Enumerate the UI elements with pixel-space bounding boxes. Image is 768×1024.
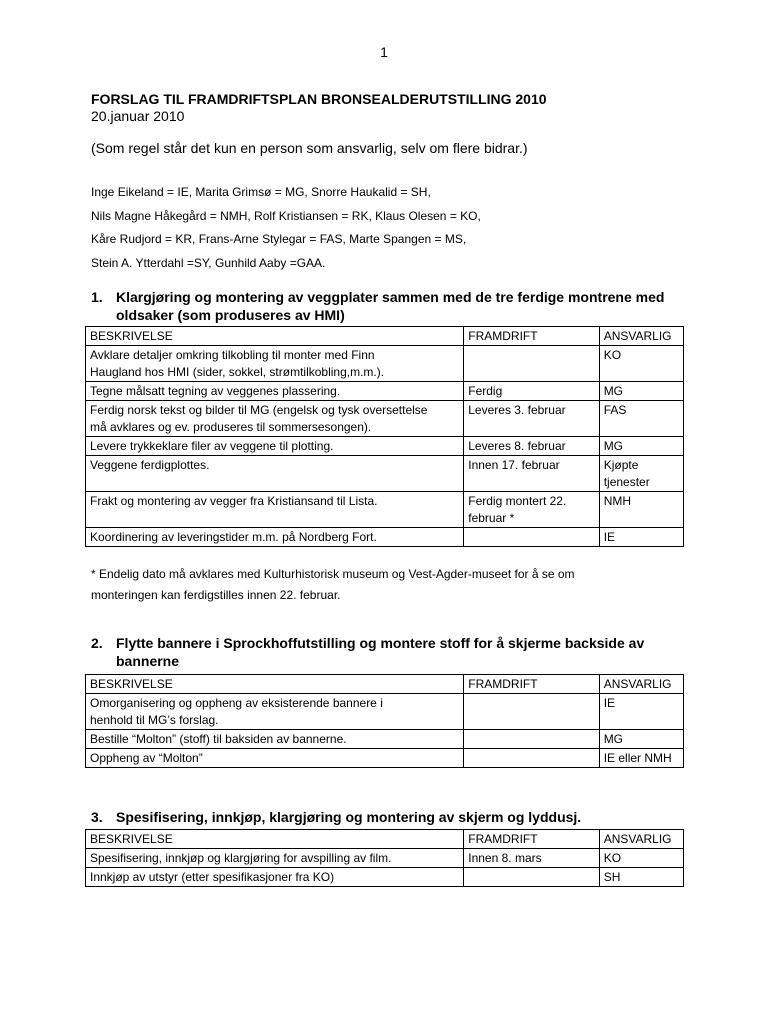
cell-text: Innen 8. mars — [468, 851, 542, 865]
cell-text: SH — [603, 870, 621, 884]
cell-text: Leveres 8. februar — [468, 439, 566, 453]
footnote-line: monteringen kan ferdigstilles innen 22. februar. — [91, 587, 341, 602]
people-line: Inge Eikeland = IE, Marita Grimsø = MG, Snorre Haukalid = SH, — [91, 185, 431, 199]
responsible-cell — [599, 401, 683, 437]
description-cell — [86, 749, 464, 768]
section-heading-text: bannerne — [116, 652, 180, 669]
cell-text: Veggene ferdigplottes. — [90, 458, 210, 472]
responsible-cell — [599, 730, 683, 749]
description-cell — [86, 868, 464, 887]
table-row — [86, 868, 684, 887]
cell-text: Koordinering av leveringstider m.m. på Nordberg Fort. — [90, 530, 377, 544]
description-cell — [86, 694, 464, 730]
cell-text: henhold til MG’s forslag. — [90, 713, 219, 727]
progress-cell — [464, 492, 599, 528]
header-description — [86, 327, 464, 346]
description-cell — [86, 528, 464, 547]
table-row — [86, 382, 684, 401]
cell-text: ANSVARLIG — [603, 329, 672, 343]
table-row — [86, 492, 684, 528]
cell-text: Innen 17. februar — [468, 458, 560, 472]
cell-text: BESKRIVELSE — [90, 677, 173, 691]
cell-text: Oppheng av “Molton” — [90, 751, 203, 765]
responsible-cell — [599, 456, 683, 492]
table-row — [86, 849, 684, 868]
table-row — [86, 346, 684, 382]
description-cell — [86, 437, 464, 456]
people-list — [91, 181, 481, 275]
header-description — [86, 830, 464, 849]
document-title: FORSLAG TIL FRAMDRIFTSPLAN BRONSEALDERUTSTILLING 2010 — [91, 91, 547, 107]
cell-text: IE eller NMH — [603, 751, 672, 765]
description-cell — [86, 849, 464, 868]
table-row — [86, 730, 684, 749]
cell-text: Ferdig norsk tekst og bilder til MG (engelsk og tysk oversettelse — [90, 403, 428, 417]
progress-cell — [464, 694, 599, 730]
cell-text: ANSVARLIG — [603, 677, 672, 691]
cell-text: NMH — [603, 494, 632, 508]
section-heading-text: oldsaker (som produseres av HMI) — [116, 306, 345, 323]
section-number: 1. — [91, 289, 103, 305]
cell-text: Kjøpte — [603, 458, 639, 472]
progress-cell — [464, 528, 599, 547]
section-2-table — [85, 674, 684, 768]
cell-text: FRAMDRIFT — [468, 677, 538, 691]
cell-text: KO — [603, 851, 622, 865]
cell-text: KO — [603, 348, 622, 362]
cell-text: Haugland hos HMI (sider, sokkel, strømtilkobling,m.m.). — [90, 365, 385, 379]
cell-text: Ferdig — [468, 384, 503, 398]
description-cell — [86, 346, 464, 382]
section-2-heading — [91, 635, 691, 670]
section-heading-text: Klargjøring og montering av veggplater sammen med de tre ferdige montrene med — [116, 289, 665, 305]
cell-text: Avklare detaljer omkring tilkobling til monter med Finn — [90, 348, 375, 362]
description-cell — [86, 456, 464, 492]
table-row — [86, 694, 684, 730]
responsible-cell — [599, 849, 683, 868]
cell-text: MG — [603, 439, 624, 453]
header-responsible — [599, 675, 683, 694]
description-cell — [86, 492, 464, 528]
header-progress — [464, 830, 599, 849]
footnote-line: * Endelig dato må avklares med Kulturhistorisk museum og Vest-Agder-museet for å se om — [91, 567, 575, 581]
header-responsible — [599, 327, 683, 346]
progress-cell — [464, 401, 599, 437]
cell-text: tjenester — [603, 475, 650, 489]
section-heading-text: Spesifisering, innkjøp, klargjøring og montering av skjerm og lyddusj. — [116, 809, 582, 825]
cell-text: MG — [603, 384, 624, 398]
section-3-heading — [91, 809, 691, 827]
header-progress — [464, 675, 599, 694]
responsible-cell — [599, 694, 683, 730]
progress-cell — [464, 730, 599, 749]
cell-text: IE — [603, 530, 616, 544]
responsible-cell — [599, 492, 683, 528]
cell-text: Levere trykkeklare filer av veggene til plotting. — [90, 439, 334, 453]
table-row — [86, 528, 684, 547]
header-responsible — [599, 830, 683, 849]
responsible-cell — [599, 346, 683, 382]
people-line: Kåre Rudjord = KR, Frans-Arne Stylegar = FAS, Marte Spangen = MS, — [91, 232, 467, 246]
cell-text: BESKRIVELSE — [90, 832, 173, 846]
responsible-cell — [599, 868, 683, 887]
cell-text: Bestille “Molton” (stoff) til baksiden av bannerne. — [90, 732, 347, 746]
cell-text: MG — [603, 732, 624, 746]
people-line: Stein A. Ytterdahl =SY, Gunhild Aaby =GAA. — [91, 255, 326, 270]
cell-text: Innkjøp av utstyr (etter spesifikasjoner fra KO) — [90, 870, 335, 884]
table-header-row — [86, 327, 684, 346]
progress-cell — [464, 437, 599, 456]
progress-cell — [464, 749, 599, 768]
header-description — [86, 675, 464, 694]
responsible-cell — [599, 749, 683, 768]
cell-text: FRAMDRIFT — [468, 329, 538, 343]
page-number: 1 — [380, 44, 388, 60]
section-heading-text: Flytte bannere i Sprockhoffutstilling og montere stoff for å skjerme backside av — [116, 635, 645, 651]
table-row — [86, 456, 684, 492]
progress-cell — [464, 346, 599, 382]
responsible-cell — [599, 528, 683, 547]
cell-text: FAS — [603, 403, 627, 417]
section-1-heading — [91, 289, 691, 324]
footnote — [91, 564, 651, 605]
table-header-row — [86, 830, 684, 849]
cell-text: februar * — [468, 511, 515, 525]
cell-text: BESKRIVELSE — [90, 329, 173, 343]
cell-text: må avklares og ev. produseres til sommersesongen). — [90, 420, 372, 434]
cell-text: IE — [603, 696, 616, 710]
responsible-cell — [599, 382, 683, 401]
cell-text: FRAMDRIFT — [468, 832, 538, 846]
cell-text: Leveres 3. februar — [468, 403, 566, 417]
document-date: 20.januar 2010 — [91, 108, 185, 124]
progress-cell — [464, 868, 599, 887]
table-row — [86, 749, 684, 768]
cell-text: Spesifisering, innkjøp og klargjøring for avspilling av film. — [90, 851, 392, 865]
cell-text: Frakt og montering av vegger fra Kristiansand til Lista. — [90, 494, 378, 508]
people-line: Nils Magne Håkegård = NMH, Rolf Kristiansen = RK, Klaus Olesen = KO, — [91, 208, 481, 223]
section-1-table — [85, 326, 684, 547]
table-row — [86, 401, 684, 437]
cell-text: Omorganisering og oppheng av eksisterende bannere i — [90, 696, 383, 710]
progress-cell — [464, 849, 599, 868]
cell-text: Tegne målsatt tegning av veggenes plassering. — [90, 384, 341, 398]
description-cell — [86, 730, 464, 749]
header-progress — [464, 327, 599, 346]
responsibility-note: (Som regel står det kun en person som ansvarlig, selv om flere bidrar.) — [91, 140, 528, 156]
section-number: 2. — [91, 635, 103, 651]
cell-text: Ferdig montert 22. — [468, 494, 567, 508]
progress-cell — [464, 382, 599, 401]
responsible-cell — [599, 437, 683, 456]
cell-text: ANSVARLIG — [603, 832, 672, 846]
section-number: 3. — [91, 809, 103, 825]
description-cell — [86, 382, 464, 401]
description-cell — [86, 401, 464, 437]
section-3-table — [85, 829, 684, 887]
progress-cell — [464, 456, 599, 492]
table-row — [86, 437, 684, 456]
table-header-row — [86, 675, 684, 694]
